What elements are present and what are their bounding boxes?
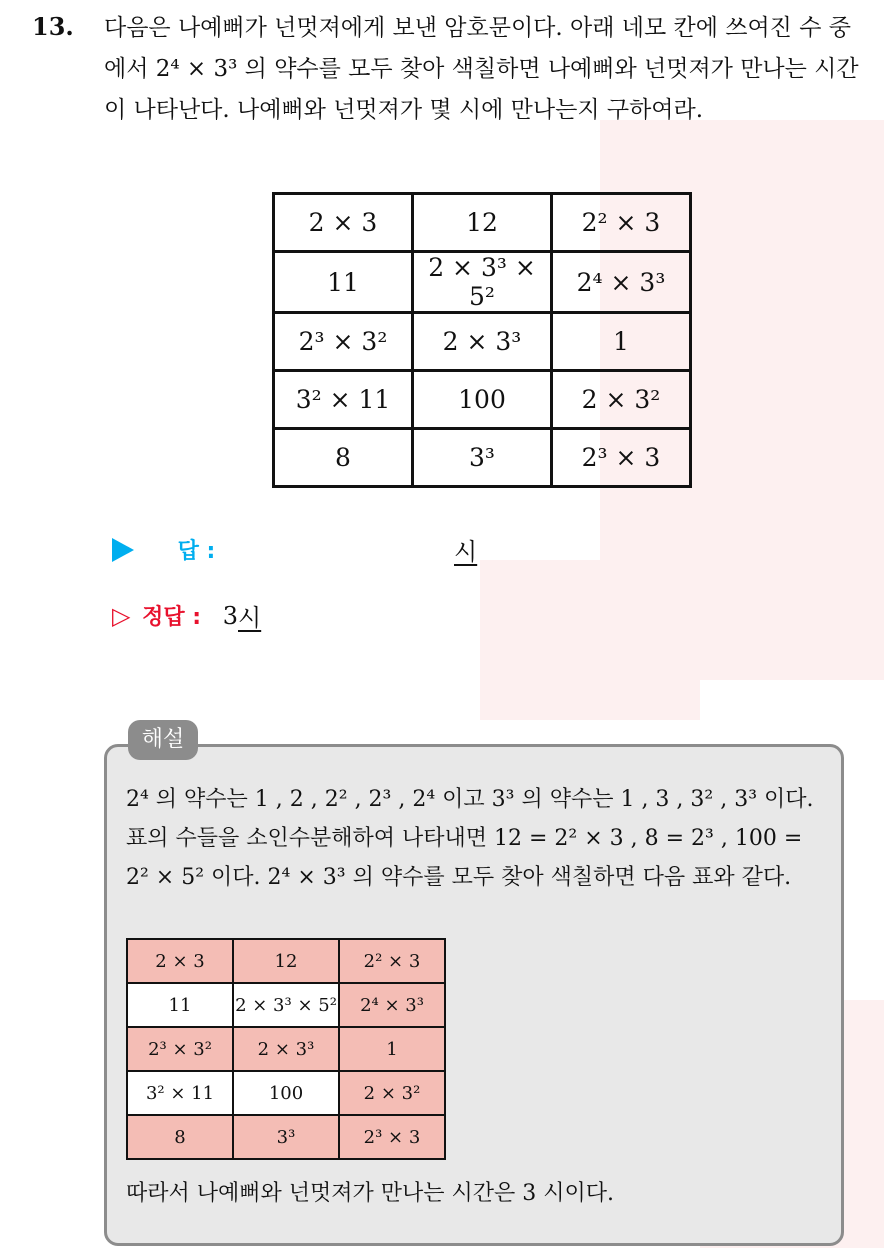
solution-value: 3 bbox=[222, 601, 238, 630]
table-row bbox=[127, 939, 445, 983]
table-row bbox=[274, 429, 691, 487]
table-cell: 2 × 3³ × 5² bbox=[233, 983, 339, 1027]
table-cell: 2 × 3³ bbox=[233, 1027, 339, 1071]
table-cell: 2² × 3 bbox=[339, 939, 445, 983]
table-row bbox=[127, 983, 445, 1027]
table-cell: 2³ × 3 bbox=[339, 1115, 445, 1159]
question-number: 13. bbox=[32, 12, 74, 41]
answer-unit: 시 bbox=[454, 538, 478, 566]
table-cell: 3² × 11 bbox=[127, 1071, 233, 1115]
table-row bbox=[127, 1115, 445, 1159]
table-cell: 2 × 3 bbox=[274, 194, 413, 252]
table-row bbox=[274, 313, 691, 371]
colored-table bbox=[126, 938, 446, 1160]
table-cell: 2 × 3² bbox=[552, 371, 691, 429]
table-cell: 11 bbox=[274, 252, 413, 313]
table-row bbox=[274, 371, 691, 429]
question-text-part: 다음은 나예뻐가 넌멋져에게 보낸 암호문이다. 아래 네모 칸에 쓰여진 수 중에서 bbox=[104, 15, 851, 82]
table-row bbox=[274, 252, 691, 313]
table-cell: 2⁴ × 3³ bbox=[552, 252, 691, 313]
table-cell: 11 bbox=[127, 983, 233, 1027]
table-cell: 2 × 3² bbox=[339, 1071, 445, 1115]
table-cell: 2 × 3³ bbox=[413, 313, 552, 371]
table-cell: 3² × 11 bbox=[274, 371, 413, 429]
table-cell: 3³ bbox=[233, 1115, 339, 1159]
explanation-text: 2⁴ 의 약수는 1 , 2 , 2² , 2³ , 2⁴ 이고 3³ 의 약수는 1 , 3 , 3² , 3³ 이다. 표의 수들을 소인수분해하여 나타내면 12 = 2² × 3 , 8 = 2³ , 100 = 2² × 5² 이다. 2⁴ × 3³ 의 약수를 모두 찾아 색칠하면 다음 표와 같다. bbox=[126, 787, 814, 890]
table-cell: 1 bbox=[552, 313, 691, 371]
table-cell: 100 bbox=[413, 371, 552, 429]
table-row bbox=[127, 1071, 445, 1115]
question-text bbox=[104, 8, 864, 131]
table-cell: 2³ × 3² bbox=[127, 1027, 233, 1071]
solution-unit: 시 bbox=[238, 604, 262, 632]
outline-arrow-icon: ▷ bbox=[112, 601, 131, 630]
table-cell: 2³ × 3² bbox=[274, 313, 413, 371]
solution-line bbox=[112, 598, 261, 633]
table-cell: 8 bbox=[127, 1115, 233, 1159]
cipher-table bbox=[272, 192, 692, 488]
watermark-band bbox=[480, 560, 700, 720]
table-cell: 2³ × 3 bbox=[552, 429, 691, 487]
table-cell: 8 bbox=[274, 429, 413, 487]
solution-label: 정답 : bbox=[142, 605, 202, 630]
question-expression: 2⁴ × 3³ bbox=[155, 56, 238, 82]
table-cell: 12 bbox=[233, 939, 339, 983]
answer-label: 답 : bbox=[177, 539, 216, 564]
explanation-conclusion: 따라서 나예뻐와 넌멋져가 만나는 시간은 3 시이다. bbox=[126, 1181, 614, 1206]
table-cell: 3³ bbox=[413, 429, 552, 487]
answer-line bbox=[112, 534, 478, 566]
table-cell: 100 bbox=[233, 1071, 339, 1115]
table-cell: 2⁴ × 3³ bbox=[339, 983, 445, 1027]
table-row bbox=[127, 1027, 445, 1071]
table-cell: 2² × 3 bbox=[552, 194, 691, 252]
table-cell: 2 × 3³ × 5² bbox=[413, 252, 552, 313]
explanation-tag: 해설 bbox=[128, 720, 198, 760]
table-cell: 1 bbox=[339, 1027, 445, 1071]
table-cell: 12 bbox=[413, 194, 552, 252]
question-text-part: 의 약수를 모두 찾아 색칠하면 나예뻐와 넌멋져가 만나는 시간이 나타난다. 나예뻐와 넌멋져가 몇 시에 만나는지 구하여라. bbox=[104, 56, 859, 123]
table-row bbox=[274, 194, 691, 252]
table-cell: 2 × 3 bbox=[127, 939, 233, 983]
play-arrow-icon bbox=[112, 538, 134, 562]
